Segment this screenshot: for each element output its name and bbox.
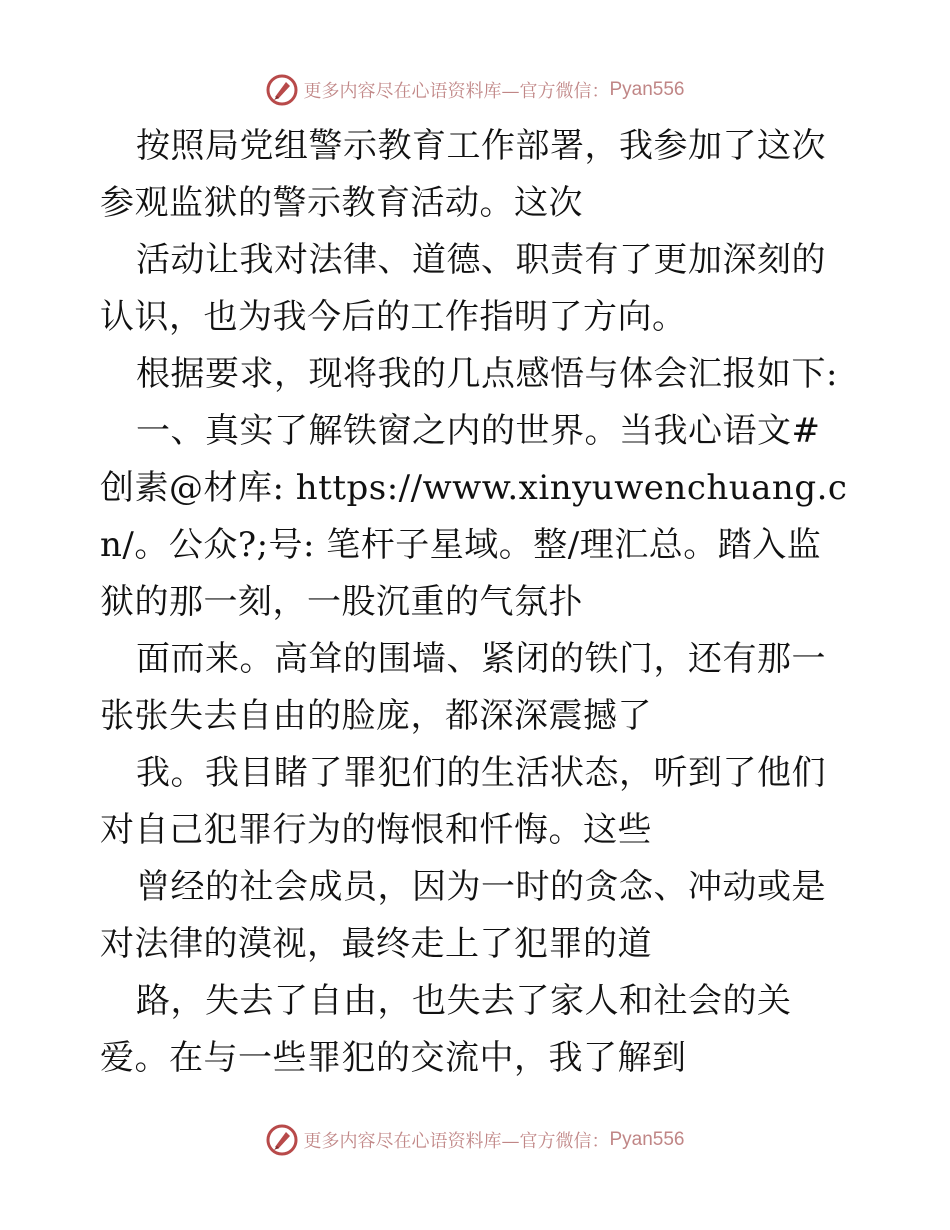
header-watermark-account: Pyan556 — [609, 79, 685, 100]
footer-watermark-text: 更多内容尽在心语资料库—官方微信： — [303, 1131, 610, 1152]
document-body — [100, 118, 852, 1087]
paragraph: 根据要求，现将我的几点感悟与体会汇报如下: — [136, 354, 838, 394]
pen-nib-logo-icon — [265, 73, 299, 107]
paragraph: 活动让我对法律、道德、职责有了更加深刻的认识，也为我今后的工作指明了方向。 — [100, 240, 826, 337]
header-watermark-text: 更多内容尽在心语资料库—官方微信： — [303, 81, 610, 102]
paragraph: 面而来。高耸的围墙、紧闭的铁门，还有那一张张失去自由的脸庞，都深深震撼了 — [100, 639, 826, 736]
header-watermark-banner — [0, 70, 950, 110]
footer-watermark-banner — [0, 1120, 950, 1160]
paragraph: 路，失去了自由，也失去了家人和社会的关爱。在与一些罪犯的交流中，我了解到 — [100, 981, 792, 1078]
paragraph: 一、真实了解铁窗之内的世界。当我心语文#创素@材库: https://www.xinyuwenchuang.cn/。公众?;号: 笔杆子星域。整/理汇总。踏入监狱的那一刻，一股沉重的气氛扑 — [100, 411, 848, 622]
pen-nib-logo-icon — [265, 1123, 299, 1157]
paragraph: 曾经的社会成员，因为一时的贪念、冲动或是对法律的漠视，最终走上了犯罪的道 — [100, 867, 826, 964]
paragraph: 按照局党组警示教育工作部署，我参加了这次参观监狱的警示教育活动。这次 — [100, 126, 826, 223]
footer-watermark-account: Pyan556 — [609, 1129, 685, 1150]
paragraph: 我。我目睹了罪犯们的生活状态，听到了他们对自己犯罪行为的悔恨和忏悔。这些 — [100, 753, 826, 850]
